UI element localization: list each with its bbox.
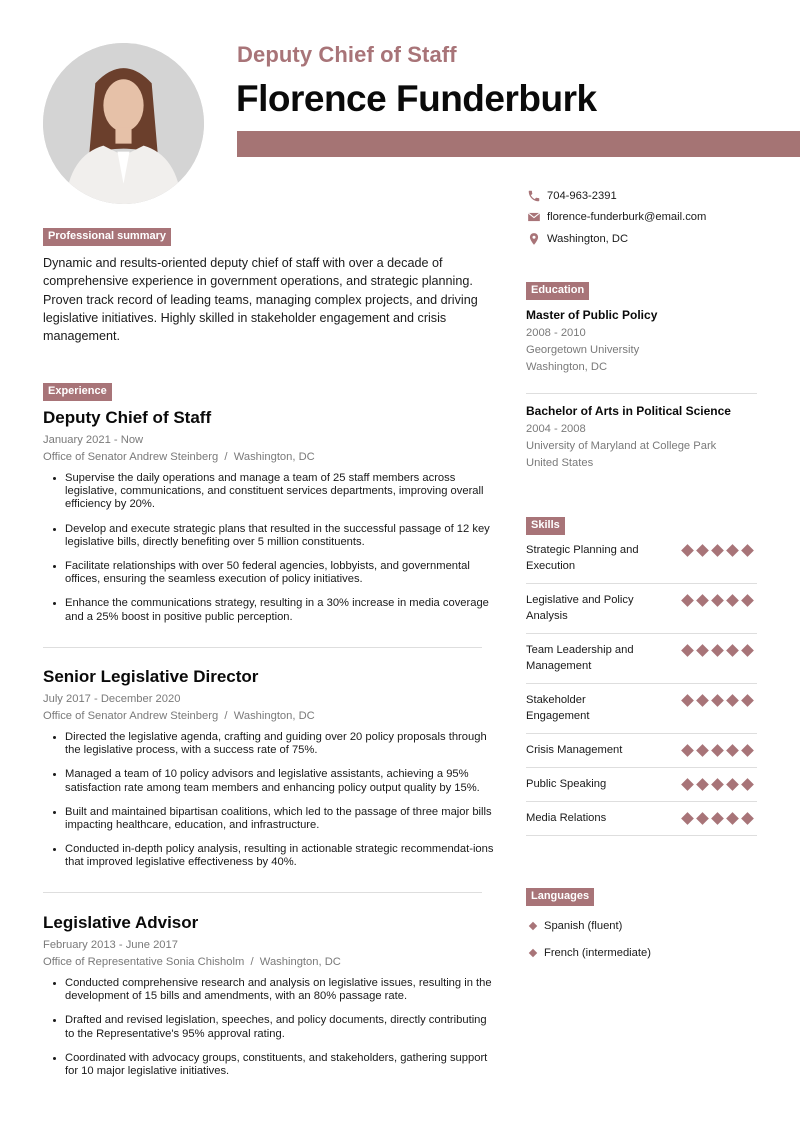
portrait-image (43, 43, 204, 204)
job-title: Senior Legislative Director (43, 667, 259, 686)
job-bullet: Supervise the daily operations and manage a team of 25 staff members across legislative, communications, and constituent services departments, improving overall efficiency by 20%. (53, 472, 495, 512)
summary-text: Dynamic and results-oriented deputy chief of staff with over a decade of comprehensive experience in government operations, and strategic planning. Proven track record of leading teams, managing complex projects, and driving legislative initiatives. Highly skilled in stakeholder engagement and crisis management. (43, 256, 478, 344)
rating-diamond-icon (741, 812, 754, 825)
skill-name: Crisis Management (526, 744, 623, 756)
skill-rating (682, 776, 757, 789)
rating-diamond-icon (711, 644, 724, 657)
language-name: Spanish (fluent) (544, 920, 623, 933)
rating-diamond-icon (741, 744, 754, 757)
rating-diamond-icon (726, 594, 739, 607)
rating-diamond-icon (726, 778, 739, 791)
languages-heading-wrap (526, 886, 594, 906)
skill-name: Public Speaking (526, 778, 607, 790)
job-organization: Office of Senator Andrew Steinberg / Washington, DC (43, 710, 315, 722)
skill-rating (682, 692, 757, 705)
skill-name: Media Relations (526, 812, 607, 824)
skill-name: Strategic Planning and Execution (526, 544, 639, 572)
job-organization: Office of Senator Andrew Steinberg / Washington, DC (43, 451, 315, 463)
education-divider (526, 393, 757, 394)
education-degree: Master of Public Policy (526, 308, 658, 322)
education-dates: 2008 - 2010 (526, 327, 586, 339)
skills-heading-wrap (526, 515, 565, 535)
rating-diamond-icon (696, 744, 709, 757)
skill-name: Legislative and Policy Analysis (526, 594, 634, 622)
contact-email[interactable] (526, 207, 786, 229)
experience-divider (43, 647, 482, 648)
rating-diamond-icon (681, 594, 694, 607)
rating-diamond-icon (696, 694, 709, 707)
rating-diamond-icon (711, 744, 724, 757)
skill-rating (682, 592, 757, 605)
profile-photo (43, 43, 204, 204)
language-item (530, 913, 651, 940)
rating-diamond-icon (681, 812, 694, 825)
summary-section (43, 226, 495, 345)
skill-rating (682, 810, 757, 823)
job-organization: Office of Representative Sonia Chisholm / Washington, DC (43, 956, 341, 968)
job-bullet: Coordinated with advocacy groups, constituents, and stakeholders, gathering support for 10 major legislative initiatives. (53, 1052, 495, 1078)
contact-phone-value: 704-963-2391 (547, 189, 617, 202)
education-heading-wrap (526, 280, 589, 300)
rating-diamond-icon (711, 594, 724, 607)
job-dates: January 2021 - Now (43, 434, 144, 446)
education-heading: Education (526, 282, 589, 300)
location-pin-icon (526, 231, 542, 247)
rating-diamond-icon (711, 694, 724, 707)
contact-phone[interactable] (526, 185, 786, 207)
rating-diamond-icon (741, 544, 754, 557)
education-degree: Bachelor of Arts in Political Science (526, 404, 731, 418)
skill-name: Stakeholder Engagement (526, 694, 590, 722)
skill-item (526, 802, 757, 836)
experience-heading-wrap (43, 381, 112, 401)
job-bullet: Built and maintained bipartisan coalitions, which led to the passage of three major bills impacting healthcare, education, and infrastructure. (53, 806, 495, 832)
job-bullets (43, 977, 495, 1078)
skills-list (526, 534, 757, 836)
job-bullets (43, 472, 495, 624)
skills-heading: Skills (526, 517, 565, 535)
job-bullets (43, 731, 495, 870)
rating-diamond-icon (696, 812, 709, 825)
rating-diamond-icon (741, 694, 754, 707)
job-bullet: Develop and execute strategic plans that resulted in the successful passage of 12 key legislative bills, directly benefiting over 5 million constituents. (53, 523, 495, 549)
header-job-title: Deputy Chief of Staff (237, 42, 457, 67)
education-school: Georgetown University (526, 344, 640, 356)
skill-rating (682, 742, 757, 755)
job-bullet: Drafted and revised legislation, speeches, and policy documents, directly contributing to the Representative's 95% approval rating. (53, 1014, 495, 1040)
rating-diamond-icon (696, 644, 709, 657)
job-bullet: Enhance the communications strategy, resulting in a 30% increase in media coverage and a 25% boost in positive public perception. (53, 597, 495, 623)
skill-rating (682, 542, 757, 555)
rating-diamond-icon (696, 778, 709, 791)
education-location: Washington, DC (526, 361, 608, 373)
rating-diamond-icon (726, 544, 739, 557)
contact-section (526, 185, 786, 250)
rating-diamond-icon (726, 694, 739, 707)
job-bullet: Conducted comprehensive research and analysis on legislative issues, resulting in the development of 15 bills and amendments, with an 80% passage rate. (53, 977, 495, 1003)
education-location: United States (526, 457, 594, 469)
diamond-bullet-icon (529, 922, 537, 930)
rating-diamond-icon (741, 644, 754, 657)
skill-name: Team Leadership and Management (526, 644, 634, 672)
contact-location-value: Washington, DC (547, 232, 629, 245)
skill-item (526, 684, 757, 734)
rating-diamond-icon (711, 544, 724, 557)
rating-diamond-icon (726, 644, 739, 657)
skill-item (526, 734, 757, 768)
email-icon (526, 209, 542, 225)
language-item (530, 940, 651, 967)
rating-diamond-icon (696, 544, 709, 557)
skill-item (526, 634, 757, 684)
summary-heading: Professional summary (43, 228, 171, 246)
rating-diamond-icon (681, 544, 694, 557)
rating-diamond-icon (696, 594, 709, 607)
experience-item (43, 408, 495, 635)
education-school: University of Maryland at College Park (526, 440, 717, 452)
skill-item (526, 534, 757, 584)
job-bullet: Directed the legislative agenda, crafting and guiding over 20 policy proposals through the legislative process, with a success rate of 75%. (53, 731, 495, 757)
contact-email-value: florence-funderburk@email.com (547, 211, 707, 224)
rating-diamond-icon (726, 744, 739, 757)
skill-rating (682, 642, 757, 655)
rating-diamond-icon (711, 812, 724, 825)
rating-diamond-icon (681, 744, 694, 757)
job-title: Legislative Advisor (43, 913, 199, 932)
experience-divider (43, 892, 482, 893)
rating-diamond-icon (711, 778, 724, 791)
job-title: Deputy Chief of Staff (43, 408, 212, 427)
contact-location (526, 228, 786, 250)
rating-diamond-icon (741, 594, 754, 607)
rating-diamond-icon (726, 812, 739, 825)
skill-item (526, 584, 757, 634)
languages-list (530, 913, 651, 966)
job-dates: February 2013 - June 2017 (43, 939, 178, 951)
rating-diamond-icon (681, 778, 694, 791)
languages-heading: Languages (526, 888, 594, 906)
job-bullet: Conducted in-depth policy analysis, resulting in actionable strategic recommendat-ions that improved legislative effectiveness by 40%. (53, 843, 495, 869)
education-item (526, 404, 757, 469)
header-name: Florence Funderburk (236, 78, 597, 119)
rating-diamond-icon (741, 778, 754, 791)
phone-icon (526, 188, 542, 204)
rating-diamond-icon (681, 694, 694, 707)
language-name: French (intermediate) (544, 946, 651, 959)
education-dates: 2004 - 2008 (526, 423, 586, 435)
experience-item (43, 913, 495, 1089)
rating-diamond-icon (681, 644, 694, 657)
header-accent-bar (237, 131, 800, 157)
job-bullet: Facilitate relationships with over 50 federal agencies, lobbyists, and governmental offices, ensuring the seamless execution of policy initiatives. (53, 560, 495, 586)
experience-item (43, 667, 495, 881)
education-item (526, 308, 757, 373)
job-dates: July 2017 - December 2020 (43, 693, 181, 705)
skill-item (526, 768, 757, 802)
experience-heading: Experience (43, 383, 112, 401)
diamond-bullet-icon (529, 949, 537, 957)
job-bullet: Managed a team of 10 policy advisors and legislative assistants, achieving a 95% satisfaction rate among team members and enhancing policy output quality by 15%. (53, 768, 495, 794)
